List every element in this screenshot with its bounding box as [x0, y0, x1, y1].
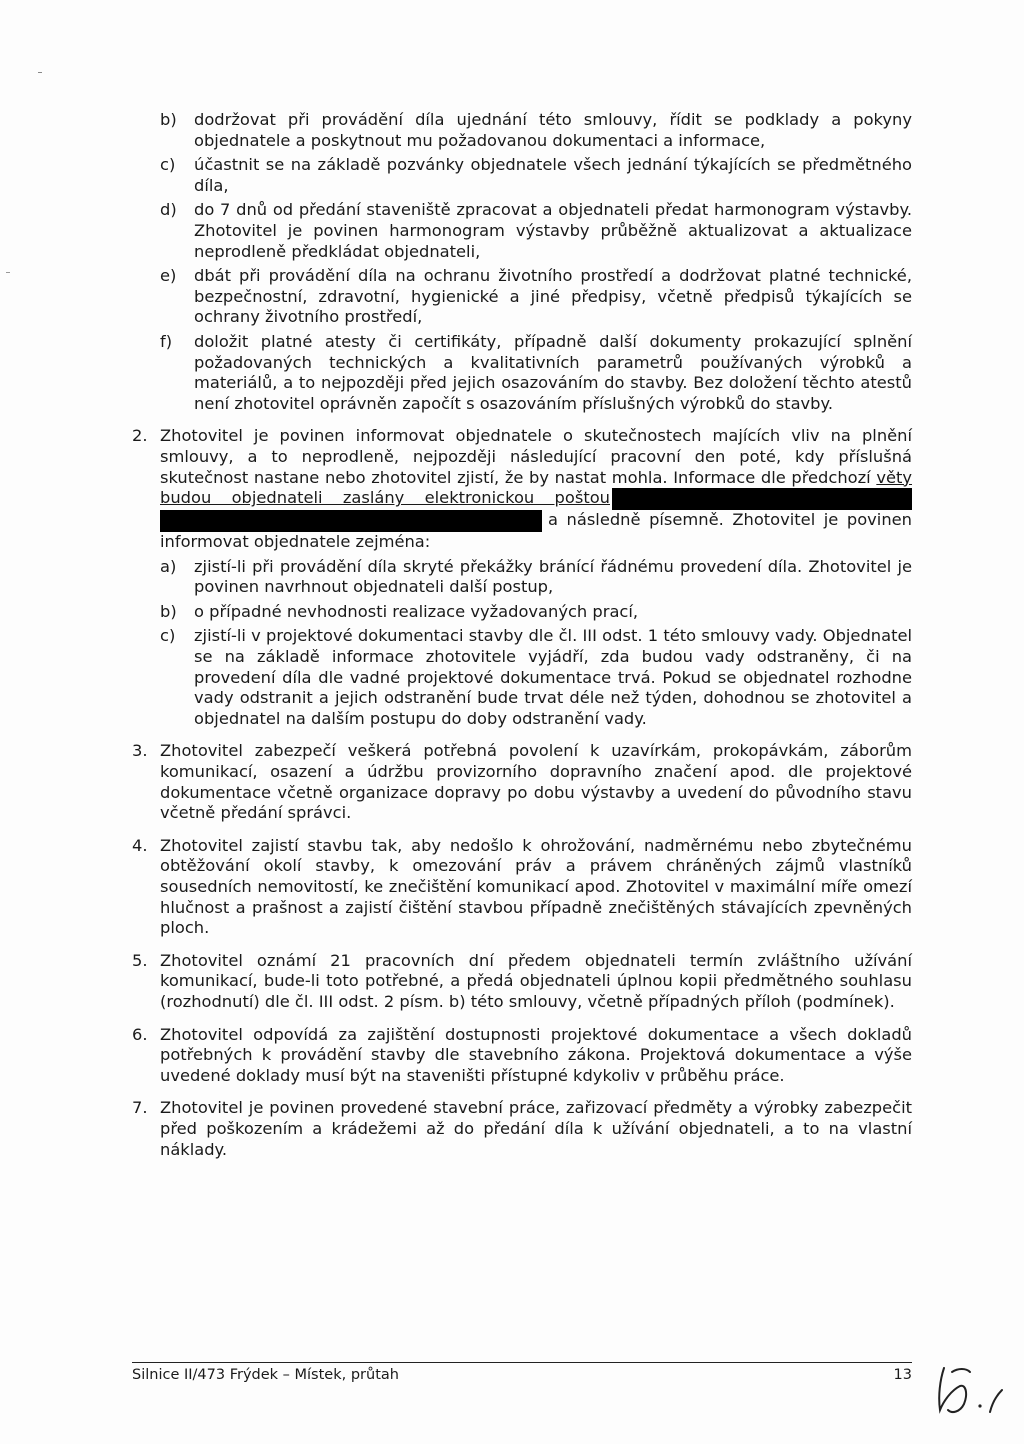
underlined-text: věty budou objednateli zaslány elektronickou poštou: [160, 467, 912, 508]
list-item-b: [160, 602, 912, 623]
item-number: 6.: [132, 1024, 148, 1044]
paragraph-text: Zhotovitel odpovídá za zajištění dostupnosti projektové dokumentace a všech dokladů potřebných k provádění stavby dle stavebního zákona. Projektová dokumentace a výše uvedené doklady musí být na staveništi přístupné kdykoliv v průběhu práce.: [160, 1024, 912, 1085]
paragraph-text: a následně písemně. Zhotovitel je povinen informovat objednatele zejména:: [160, 510, 912, 552]
paragraph-text: Zhotovitel zabezpečí veškerá potřebná povolení k uzavírkám, prokopávkám, záborům komunikací, osazení a údržbu provizorního dopravního značení apod. dle projektové dokumentace včetně organizace dopravy po dobu výstavby a uvedení do původního stavu včetně předání správci.: [160, 741, 912, 823]
handwritten-initials: [930, 1360, 1010, 1420]
item-number: 7.: [132, 1098, 148, 1118]
scan-mark: [38, 72, 42, 73]
page-footer: [132, 1362, 912, 1383]
list-item-text: dodržovat při provádění díla ujednání této smlouvy, řídit se podklady a pokyny objednatele a poskytnout mu požadovanou dokumentaci a informace,: [194, 110, 912, 150]
numbered-item-7: [132, 1098, 912, 1160]
list-marker: d): [160, 200, 177, 220]
list-item-f: [160, 332, 912, 414]
item-number: 5.: [132, 950, 148, 970]
numbered-item-3: [132, 741, 912, 823]
list-marker: e): [160, 266, 177, 286]
paragraph-text: Zhotovitel je povinen provedené stavební práce, zařizovací předměty a výrobky zabezpečit před poškozením a krádežemi až do předání díla k užívání objednateli, a to na vlastní náklady.: [160, 1098, 912, 1159]
list-marker: c): [160, 155, 176, 175]
paragraph-text: Zhotovitel oznámí 21 pracovních dní předem objednateli termín zvláštního užívání komunikací, bude-li toto potřebné, a předá objednateli úplnou kopii předmětného souhlasu (rozhodnutí) dle čl. III odst. 2 písm. b) této smlouvy, včetně případných příloh (podmínek).: [160, 950, 912, 1011]
page-number: 13: [893, 1367, 912, 1383]
paragraph-text: Zhotovitel je povinen informovat objednatele o skutečnostech majících vliv na plnění smlouvy, a to neprodleně, nejpozději následující pracovní den poté, kdy příslušná skutečnost nastane nebo zhotovitel zjistí, že by nastat mohla. Informace dle předchozí: [160, 426, 912, 487]
sub-list-continued: [160, 110, 912, 414]
list-item-text: do 7 dnů od předání staveniště zpracovat a objednateli předat harmonogram výstavby. Zhotovitel je povinen harmonogram výstavby průběžně aktualizovat a aktualizace neprodleně předkládat objednateli,: [194, 200, 912, 261]
numbered-item-4: [132, 836, 912, 939]
list-item-text: doložit platné atesty či certifikáty, případně další dokumenty prokazující splnění požadovaných technických a kvalitativních parametrů používaných výrobků a materiálů, a to nejpozději před jejich osazováním do stavby. Bez doložení těchto atestů není zhotovitel oprávněn započít s osazováním příslušných výrobků do stavby.: [194, 331, 912, 413]
paragraph-text: Zhotovitel zajistí stavbu tak, aby nedošlo k ohrožování, nadměrnému nebo zbytečnému obtěžování okolí stavby, k omezování práv a právem chráněných zájmů vlastníků sousedních nemovitostí, ke znečištění komunikací apod. Zhotovitel v maximální míře omezí hlučnost a prašnost a zajistí čištění stavbou případně znečištěných stávajících zpevněných ploch.: [160, 835, 912, 938]
numbered-item-5: [132, 951, 912, 1013]
list-marker: a): [160, 556, 177, 576]
document-body: [132, 110, 912, 1160]
list-item-e: [160, 266, 912, 328]
list-item-d: [160, 200, 912, 262]
list-item-a: [160, 557, 912, 598]
list-marker: c): [160, 626, 176, 646]
item-number: 2.: [132, 426, 148, 446]
footer-title: Silnice II/473 Frýdek – Místek, průtah: [132, 1367, 399, 1383]
redaction-block: [160, 510, 542, 532]
numbered-item-6: [132, 1025, 912, 1087]
list-item-text: o případné nevhodnosti realizace vyžadovaných prací,: [194, 601, 639, 621]
list-item-text: účastnit se na základě pozvánky objednatele všech jednání týkajících se předmětného díla,: [194, 155, 912, 195]
list-item-c: [160, 155, 912, 196]
list-item-c: [160, 626, 912, 729]
list-item-text: zjistí-li při provádění díla skryté překážky bránící řádnému provedení díla. Zhotovitel je povinen navrhnout objednateli další postup,: [194, 556, 912, 597]
list-marker: f): [160, 331, 173, 351]
redaction-block: [612, 488, 912, 510]
list-item-text: zjistí-li v projektové dokumentaci stavby dle čl. III odst. 1 této smlouvy vady. Objednatel se na základě informace zhotovitele vyjádří, zda budou vady odstraněny, či na provedení díla dle vadné projektové dokumentace trvá. Pokud se objednatel rozhodne vady odstranit a jejich odstranění bude trvat déle než týden, dohodnou se zhotovitel a objednatel na dalším postupu do doby odstranění vady.: [194, 626, 912, 728]
scan-mark: [6, 272, 10, 273]
list-item-text: dbát při provádění díla na ochranu životního prostředí a dodržovat platné technické, bezpečnostní, zdravotní, hygienické a jiné předpisy, včetně předpisů týkajících se ochrany životního prostředí,: [194, 266, 912, 327]
paragraph: [160, 426, 912, 552]
item-number: 4.: [132, 835, 148, 855]
numbered-item-2: [132, 426, 912, 729]
sub-list: [160, 557, 912, 730]
list-item-b: [160, 110, 912, 151]
list-marker: b): [160, 601, 177, 621]
list-marker: b): [160, 110, 177, 129]
item-number: 3.: [132, 741, 148, 761]
